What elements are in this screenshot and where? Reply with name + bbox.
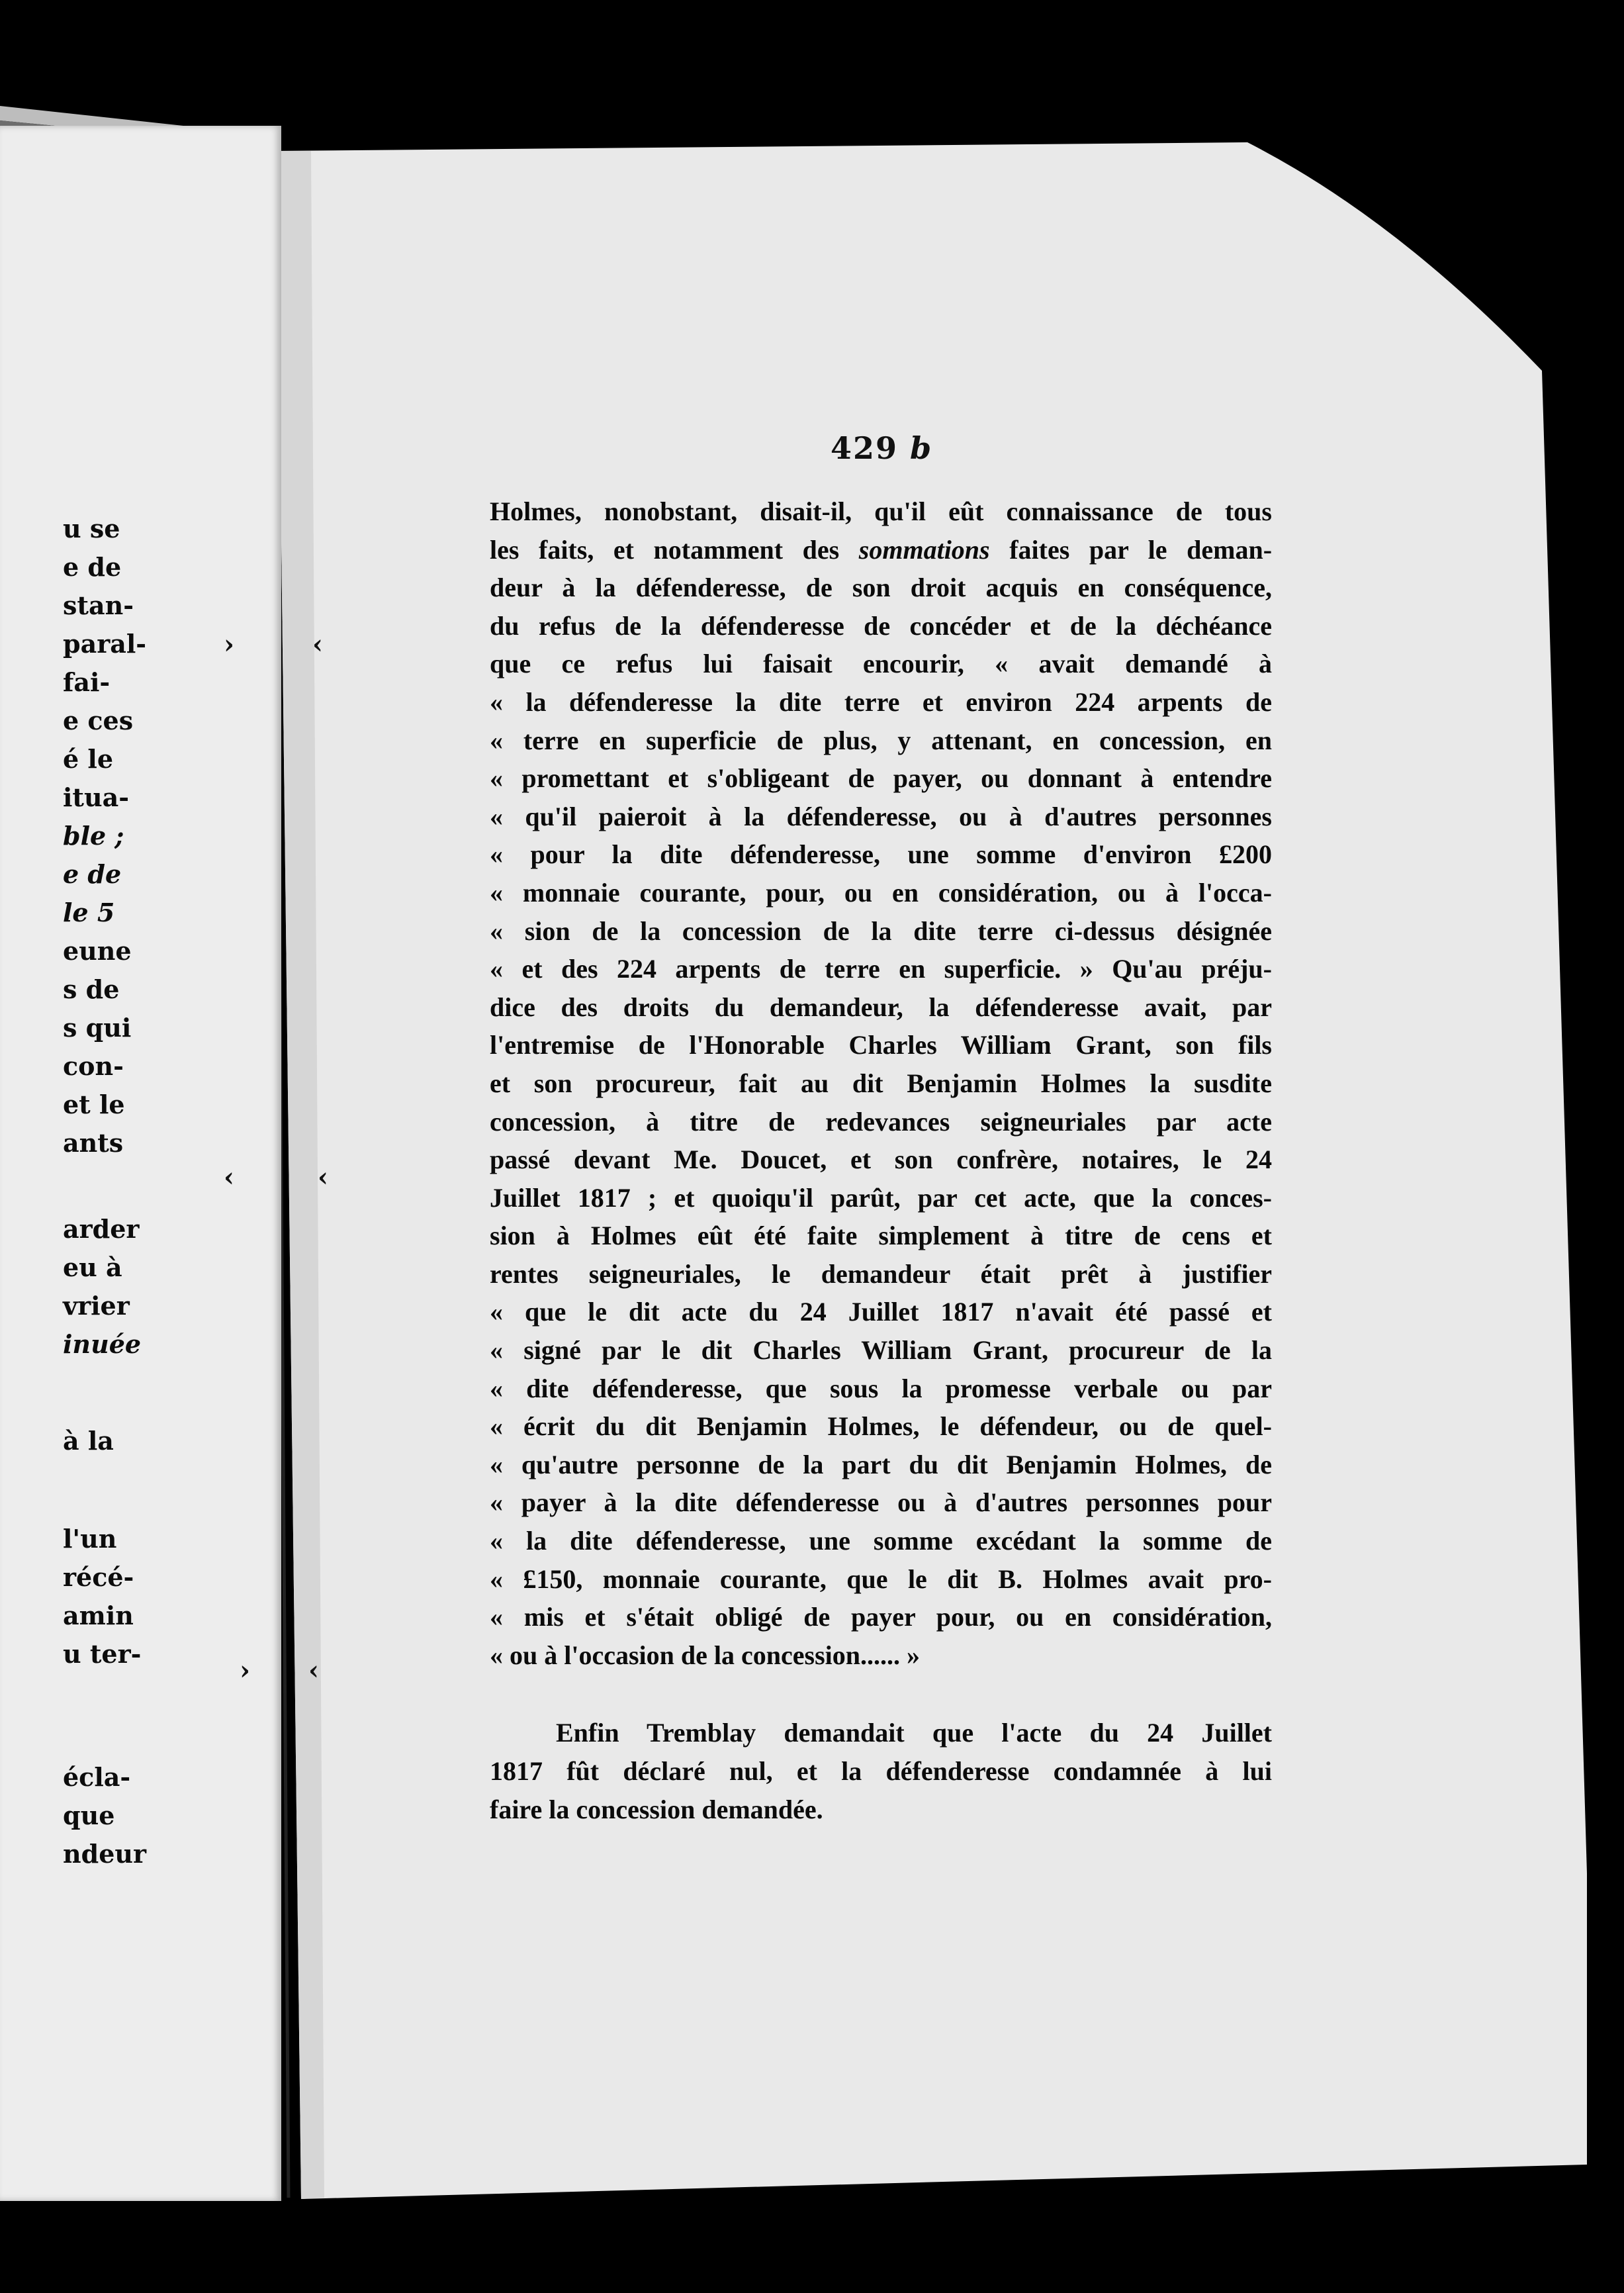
left-fragment: s de — [63, 974, 120, 1004]
text-run: les faits, et notamment des — [490, 534, 859, 565]
left-fragment: et le — [63, 1090, 125, 1119]
text-line: 1817 fût déclaré nul, et la défenderesse condamnée à lui — [490, 1756, 1272, 1786]
left-fragment: e de — [63, 859, 122, 889]
left-fragment: stan- — [63, 590, 134, 620]
left-fragment: que — [63, 1801, 115, 1830]
left-fragment: u se — [63, 514, 120, 543]
text-line: « qu'il paieroit à la défenderesse, ou à d'autres personnes — [490, 801, 1272, 831]
page-number-digits: 429 — [831, 430, 899, 466]
text-line: « écrit du dit Benjamin Holmes, le défendeur, ou de quel- — [490, 1411, 1272, 1442]
text-line: « que le dit acte du 24 Juillet 1817 n'avait été passé et — [490, 1297, 1272, 1327]
text-line: et son procureur, fait au dit Benjamin Holmes la susdite — [490, 1068, 1272, 1098]
text-line: « et des 224 arpents de terre en superficie. » Qu'au préju- — [490, 954, 1272, 984]
text-line: du refus de la défenderesse de concéder et de la déchéance — [490, 610, 1272, 641]
left-fragment: ants — [63, 1128, 124, 1158]
emphasis-sommations: sommations — [858, 534, 990, 565]
text-line: « ou à l'occasion de la concession...... » — [490, 1640, 921, 1670]
text-line: « qu'autre personne de la part du dit Benjamin Holmes, de — [490, 1449, 1272, 1479]
left-fragment: ble ; — [63, 821, 124, 851]
left-fragment: u ter- — [63, 1639, 142, 1669]
text-line: « dite défenderesse, que sous la promesse verbale ou par — [490, 1373, 1272, 1403]
text-line: l'entremise de l'Honorable Charles William Grant, son fils — [490, 1030, 1272, 1060]
gutter-mark: ‹ — [224, 1162, 234, 1193]
text-line: « signé par le dit Charles William Grant, procureur de la — [490, 1335, 1272, 1366]
text-line: Enfin Tremblay demandait que l'acte du 24 Juillet — [556, 1718, 1272, 1748]
text-line: passé devant Me. Doucet, et son confrère, notaires, le 24 — [490, 1145, 1272, 1175]
left-fragment: inuée — [63, 1329, 142, 1359]
left-fragment: le 5 — [63, 898, 115, 927]
text-line: « la dite défenderesse, une somme excédant la somme de — [490, 1526, 1272, 1556]
text-line: « £150, monnaie courante, que le dit B. Holmes avait pro- — [490, 1564, 1272, 1594]
text-line: dice des droits du demandeur, la défenderesse avait, par — [490, 992, 1272, 1022]
text-line: deur à la défenderesse, de son droit acquis en conséquence, — [490, 573, 1272, 603]
text-line: « sion de la concession de la dite terre ci-dessus désignée — [490, 915, 1272, 946]
text-line: Holmes, nonobstant, disait-il, qu'il eût connaissance de tous — [490, 496, 1272, 526]
left-fragment: amin — [63, 1601, 134, 1630]
text-line: « la défenderesse la dite terre et environ 224 arpents de — [490, 686, 1272, 717]
left-fragment: arder — [63, 1214, 140, 1244]
text-line: concession, à titre de redevances seigneuriales par acte — [490, 1106, 1272, 1137]
text-line: rentes seigneuriales, le demandeur était prêt à justifier — [490, 1258, 1272, 1289]
text-line: que ce refus lui faisait encourir, « avait demandé à — [490, 649, 1272, 679]
text-line — [490, 531, 1272, 569]
page-number-letter: b — [910, 430, 933, 466]
left-fragment: récé- — [63, 1562, 134, 1592]
text-run: faites par le deman- — [989, 534, 1273, 565]
left-fragment: é le — [63, 744, 114, 774]
left-fragment: paral- — [63, 629, 147, 659]
gutter-mark: › — [224, 629, 234, 660]
left-fragment: itua- — [63, 782, 130, 812]
text-line: « mis et s'était obligé de payer pour, ou en considération, — [490, 1602, 1272, 1632]
text-line: Juillet 1817 ; et quoiqu'il parût, par cet acte, que la conces- — [490, 1182, 1272, 1213]
left-fragment: fai- — [63, 667, 111, 697]
text-line: « payer à la dite défenderesse ou à d'autres personnes pour — [490, 1487, 1272, 1518]
left-fragment: l'un — [63, 1524, 117, 1554]
text-line: sion à Holmes eût été faite simplement à titre de cens et — [490, 1221, 1272, 1251]
gutter-mark: ‹ — [312, 629, 323, 660]
left-fragment: écla- — [63, 1762, 131, 1792]
body-text — [490, 492, 1272, 1828]
text-line: faire la concession demandée. — [490, 1794, 823, 1824]
text-line: « monnaie courante, pour, ou en considération, ou à l'occa- — [490, 877, 1272, 908]
left-fragment: eu à — [63, 1252, 122, 1282]
gutter-mark: › — [240, 1655, 250, 1686]
left-fragment: e ces — [63, 706, 134, 735]
page-number — [831, 430, 932, 466]
left-fragment: ndeur — [63, 1839, 147, 1869]
text-line: « promettant et s'obligeant de payer, ou donnant à entendre — [490, 763, 1272, 794]
text-line: « terre en superficie de plus, y attenant, en concession, en — [490, 725, 1272, 755]
gutter-mark: ‹ — [308, 1655, 319, 1686]
left-fragment: e de — [63, 552, 122, 582]
left-fragment: à la — [63, 1426, 114, 1456]
text-line: « pour la dite défenderesse, une somme d'environ £200 — [490, 839, 1272, 870]
left-fragment: s qui — [63, 1013, 132, 1043]
left-fragment: con- — [63, 1051, 124, 1081]
left-fragment: vrier — [63, 1291, 130, 1321]
gutter-mark: ‹ — [318, 1162, 328, 1193]
left-fragment: eune — [63, 936, 132, 966]
